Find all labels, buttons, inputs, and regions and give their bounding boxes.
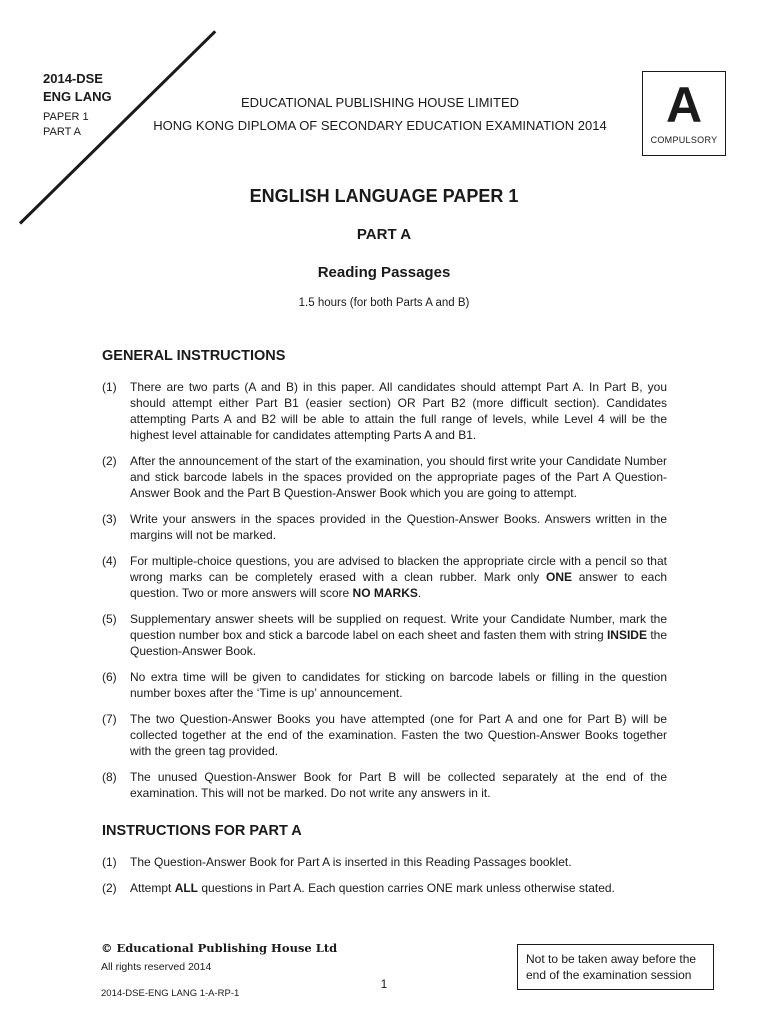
- instruction-text: [130, 880, 667, 896]
- instruction-number: (3): [102, 512, 117, 526]
- instruction-segment: the Question-Answer Book.: [130, 628, 667, 658]
- instruction-item: [102, 453, 667, 501]
- instruction-segment: The two Question-Answer Books you have attempted (one for Part A and one for Part B) will be collected together at the end of the examination. Fasten the two Question-Answer Books together with the green tag provided.: [130, 712, 667, 758]
- part-title: PART A: [356, 226, 412, 243]
- instruction-text: [130, 611, 667, 659]
- paper-code-block: [43, 70, 112, 140]
- instruction-segment: Write your answers in the spaces provided in the Question-Answer Books. Answers written in the margins will not be marked.: [130, 512, 667, 542]
- compulsory-badge: [642, 71, 726, 156]
- part-label: PART A: [43, 126, 81, 138]
- instruction-item: [102, 711, 667, 759]
- part-a-instructions-list: [102, 854, 667, 906]
- emphasis-text: NO MARKS: [352, 586, 418, 600]
- paper-number: PAPER 1: [43, 111, 89, 123]
- instruction-item: [102, 769, 667, 801]
- badge-letter: A: [665, 77, 703, 133]
- takeaway-notice: Not to be taken away before the end of the examination session: [517, 944, 714, 990]
- instruction-text: [130, 553, 667, 601]
- instruction-number: (8): [102, 770, 117, 784]
- general-instructions-list: [102, 379, 667, 811]
- emphasis-text: ALL: [174, 881, 199, 895]
- instruction-segment: Supplementary answer sheets will be supplied on request. Write your Candidate Number, mark the question number box and stick a barcode label on each sheet and fasten them with string: [130, 612, 667, 642]
- instruction-number: (1): [102, 380, 117, 394]
- instruction-segment: No extra time will be given to candidates for sticking on barcode labels or filling in the question number boxes after the ‘Time is up’ announcement.: [130, 670, 667, 700]
- emphasis-text: ONE: [545, 570, 572, 584]
- instruction-text: [130, 711, 667, 759]
- instruction-number: (4): [102, 554, 117, 568]
- instruction-segment: answer to each question. Two or more answers will score: [130, 570, 667, 600]
- instruction-text: [130, 854, 667, 870]
- instruction-item: [102, 611, 667, 659]
- paper-title: ENGLISH LANGUAGE PAPER 1: [249, 186, 519, 206]
- exam-code: 2014-DSE: [43, 71, 103, 86]
- instruction-number: (7): [102, 712, 117, 726]
- instruction-number: (6): [102, 670, 117, 684]
- instruction-item: [102, 553, 667, 601]
- general-instructions-heading: GENERAL INSTRUCTIONS: [102, 348, 286, 364]
- instruction-segment: For multiple-choice questions, you are advised to blacken the appropriate circle with a pencil so that wrong marks can be completely erased with a clean rubber. Mark only: [130, 554, 667, 584]
- instruction-item: [102, 511, 667, 543]
- page-number: 1: [380, 977, 388, 991]
- instruction-segment: The Question-Answer Book for Part A is inserted in this Reading Passages booklet.: [130, 855, 572, 869]
- rights-line: All rights reserved 2014: [101, 961, 212, 973]
- booklet-subtitle: Reading Passages: [317, 264, 451, 281]
- instruction-number: (2): [102, 454, 117, 468]
- instruction-text: [130, 511, 667, 543]
- instruction-segment: Attempt: [130, 881, 175, 895]
- instruction-segment: .: [417, 586, 422, 600]
- instruction-text: [130, 379, 667, 443]
- badge-label: COMPULSORY: [650, 135, 718, 145]
- emphasis-text: INSIDE: [606, 628, 647, 642]
- instruction-item: [102, 854, 667, 870]
- instruction-text: [130, 769, 667, 801]
- instruction-number: (2): [102, 881, 117, 895]
- instruction-segment: questions in Part A. Each question carries ONE mark unless otherwise stated.: [198, 881, 615, 895]
- instruction-text: [130, 453, 667, 501]
- booklet-code: 2014-DSE-ENG LANG 1-A-RP-1: [101, 988, 240, 999]
- instruction-number: (5): [102, 612, 117, 626]
- instruction-item: [102, 379, 667, 443]
- instruction-segment: After the announcement of the start of the examination, you should first write your Candidate Number and stick barcode labels in the spaces provided on the appropriate pages of the Part A Question-Answer Book and the Part B Question-Answer Book which you are going to attempt.: [130, 454, 667, 500]
- instruction-segment: There are two parts (A and B) in this paper. All candidates should attempt Part A. In Part B, you should attempt either Part B1 (easier section) OR Part B2 (more difficult section). Candidates attempting Parts A and B2 will be able to attain the full range of levels, while Level 4 will be the highest level attainable for candidates attempting Parts A and B1.: [130, 380, 667, 442]
- instruction-item: [102, 880, 667, 896]
- instruction-segment: The unused Question-Answer Book for Part B will be collected separately at the end of the examination. This will not be marked. Do not write any answers in it.: [130, 770, 667, 800]
- copyright-line: © Educational Publishing House Ltd: [101, 941, 338, 955]
- instruction-number: (1): [102, 855, 117, 869]
- part-a-instructions-heading: INSTRUCTIONS FOR PART A: [102, 823, 302, 839]
- instruction-text: [130, 669, 667, 701]
- instruction-item: [102, 669, 667, 701]
- subject-code: ENG LANG: [43, 89, 112, 104]
- duration-note: 1.5 hours (for both Parts A and B): [298, 297, 470, 309]
- publisher-name: EDUCATIONAL PUBLISHING HOUSE LIMITED: [240, 95, 520, 110]
- exam-name: HONG KONG DIPLOMA OF SECONDARY EDUCATION EXAMINATION 2014: [153, 118, 607, 133]
